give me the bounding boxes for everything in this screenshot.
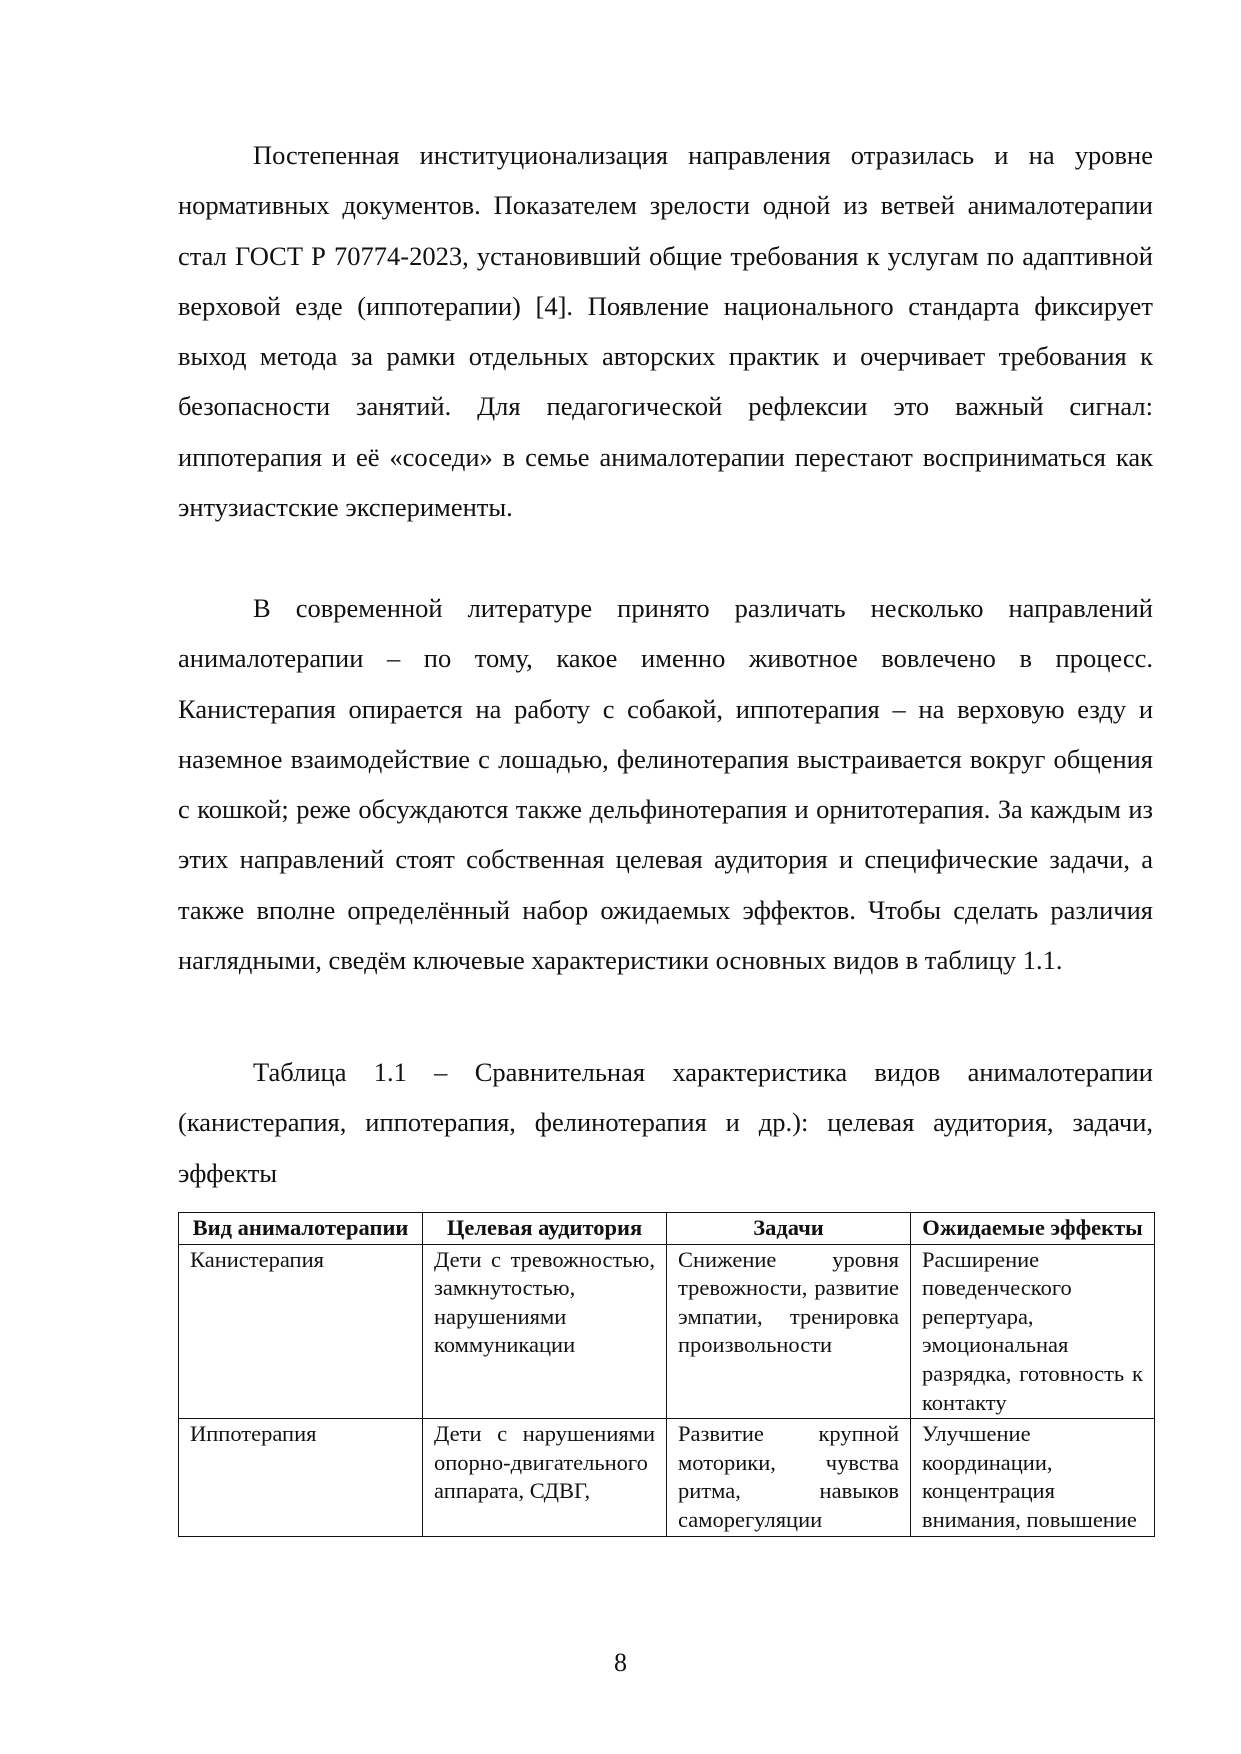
cell-type: Канистерапия xyxy=(179,1244,423,1419)
table-caption xyxy=(178,1047,1153,1198)
table-header-row xyxy=(179,1213,1155,1245)
cell-tasks: Развитие крупной моторики, чувства ритма, навыков саморегуляции xyxy=(667,1419,911,1536)
paragraph-text: В современной литературе принято различать несколько направлений анималотерапии – по тому, какое именно животное вовлечено в процесс. Канистерапия опирается на работу с собакой, иппотерапия – на верховую езду и наземное взаимодействие с лошадью, фелинотерапия выстраивается вокруг общения с кошкой; реже обсуждаются также дельфинотерапия и орнитотерапия. За каждым из этих направлений стоят собственная целевая аудитория и специфические задачи, а также вполне определённый набор ожидаемых эффектов. Чтобы сделать различия наглядными, сведём ключевые характеристики основных видов в таблицу 1.1. xyxy=(178,593,1153,976)
page-number: 8 xyxy=(614,1648,627,1677)
cell-tasks: Снижение уровня тревожности, развитие эмпатии, тренировка произвольности xyxy=(667,1244,911,1419)
table-row xyxy=(179,1244,1155,1419)
header-cell-audience: Целевая аудитория xyxy=(423,1213,667,1245)
cell-audience: Дети с нарушениями опорно-двигательного аппарата, СДВГ, xyxy=(423,1419,667,1536)
comparison-table xyxy=(178,1212,1155,1537)
cell-audience: Дети с тревожностью, замкнутостью, нарушениями коммуникации xyxy=(423,1244,667,1419)
cell-type: Иппотерапия xyxy=(179,1419,423,1536)
cell-effects: Расширение поведенческого репертуара, эмоциональная разрядка, готовность к контакту xyxy=(911,1244,1155,1419)
cell-effects: Улучшение координации, концентрация внимания, повышение xyxy=(911,1419,1155,1536)
body-paragraph-2 xyxy=(178,583,1153,985)
table-caption-text: Таблица 1.1 – Сравнительная характеристика видов анималотерапии (канистерапия, иппотерапия, фелинотерапия и др.): целевая аудитория, задачи, эффекты xyxy=(178,1057,1153,1188)
body-paragraph-1 xyxy=(178,130,1153,532)
paragraph-text: Постепенная институционализация направления отразилась и на уровне нормативных документов. Показателем зрелости одной из ветвей анималотерапии стал ГОСТ Р 70774-2023, установивший общие требования к услугам по адаптивной верховой езде (иппотерапии) [4]. Появление национального стандарта фиксирует выход метода за рамки отдельных авторских практик и очерчивает требования к безопасности занятий. Для педагогической рефлексии это важный сигнал: иппотерапия и её «соседи» в семье анималотерапии перестают восприниматься как энтузиастские эксперименты. xyxy=(178,140,1153,523)
header-cell-effects: Ожидаемые эффекты xyxy=(911,1213,1155,1245)
header-cell-tasks: Задачи xyxy=(667,1213,911,1245)
header-cell-type: Вид анималотерапии xyxy=(179,1213,423,1245)
table-row xyxy=(179,1419,1155,1536)
